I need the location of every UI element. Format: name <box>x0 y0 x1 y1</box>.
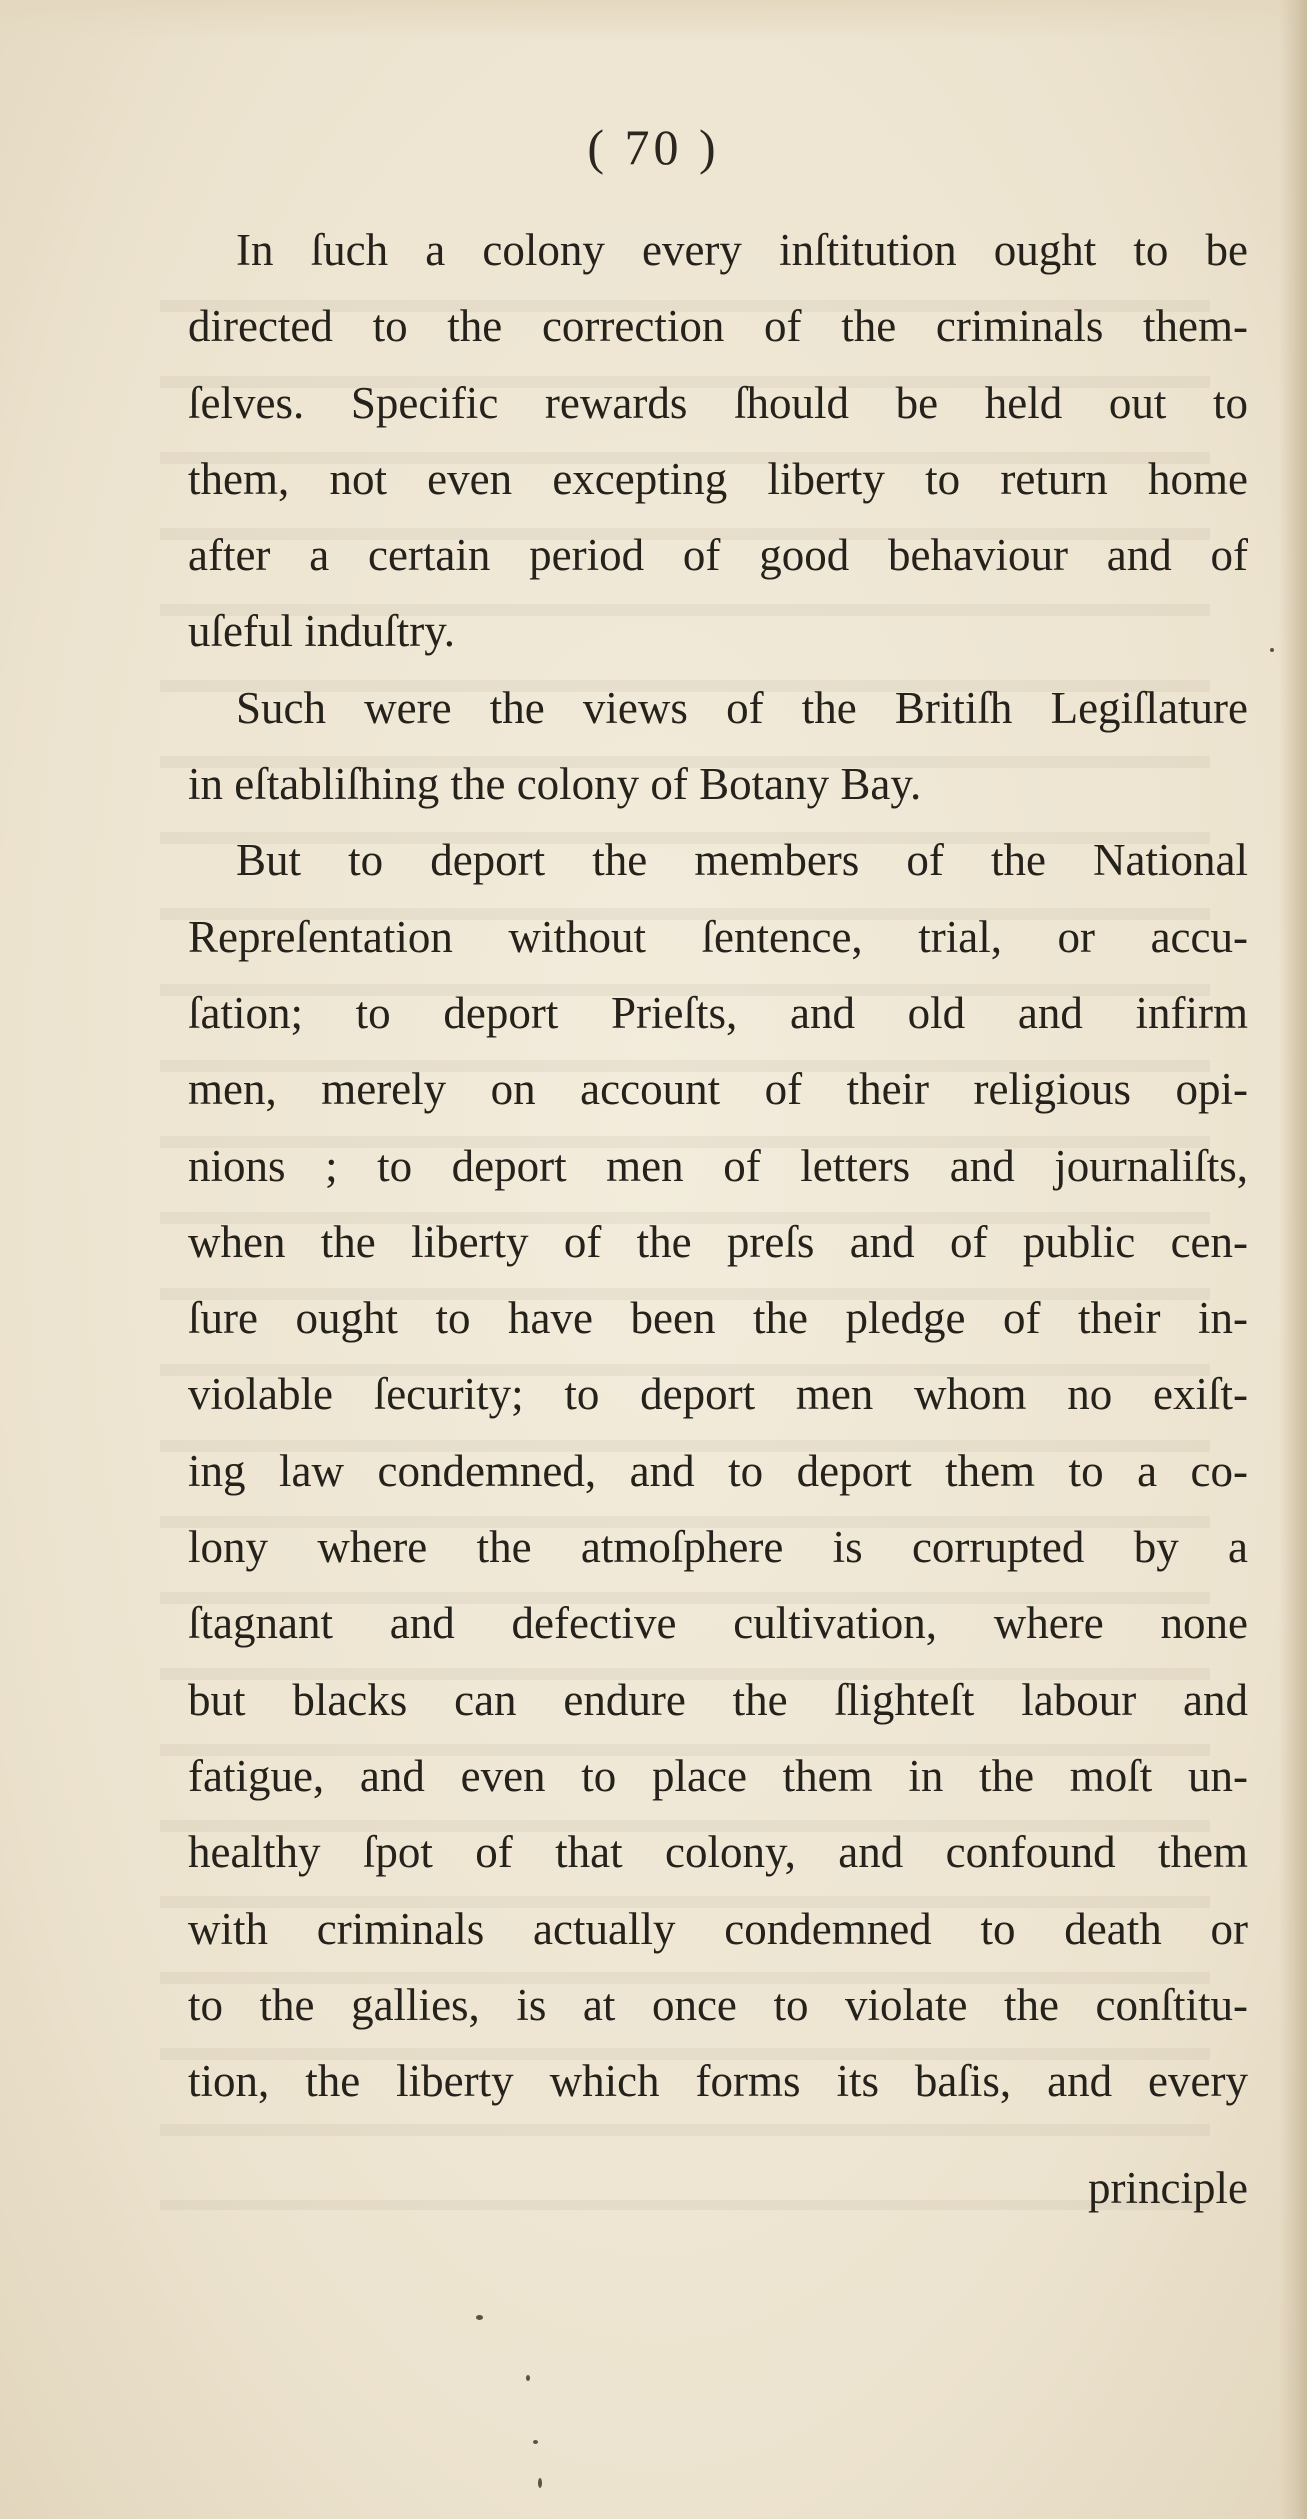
ink-speck <box>526 2375 530 2381</box>
text-line: violable ſecurity; to deport men whom no exiſt- <box>188 1369 1248 1420</box>
ink-speck <box>533 2440 538 2444</box>
text-line: ſation; to deport Prieſts, and old and infirm <box>188 987 1248 1038</box>
text-line: nions ; to deport men of letters and journaliſts, <box>188 1140 1248 1191</box>
text-line: after a certain period of good behaviour and of <box>188 530 1248 581</box>
ink-speck <box>476 2315 483 2320</box>
text-line: ſure ought to have been the pledge of their in- <box>188 1293 1248 1344</box>
page-right-edge <box>1279 0 1307 2519</box>
text-line: ing law condemned, and to deport them to a co- <box>188 1445 1248 1496</box>
text-line: healthy ſpot of that colony, and confound them <box>188 1827 1248 1878</box>
text-line: lony where the atmoſphere is corrupted by a <box>188 1522 1248 1573</box>
text-line: Repreſentation without ſentence, trial, or accu- <box>188 911 1248 962</box>
text-line: to the gallies, is at once to violate the conſtitu- <box>188 1979 1248 2030</box>
text-line: directed to the correction of the criminals them- <box>188 301 1248 352</box>
text-line: But to deport the members of the National <box>236 835 1248 886</box>
text-line: ſtagnant and defective cultivation, where none <box>188 1598 1248 1649</box>
text-line: fatigue, and even to place them in the moſt un- <box>188 1750 1248 1801</box>
text-line: with criminals actually condemned to death or <box>188 1903 1248 1954</box>
ink-speck <box>1270 648 1274 652</box>
text-line: In ſuch a colony every inſtitution ought to be <box>236 225 1248 275</box>
text-line: in eſtabliſhing the colony of Botany Bay. <box>188 759 922 810</box>
text-line: tion, the liberty which forms its baſis, and every <box>188 2056 1248 2107</box>
text-line: men, merely on account of their religious opi- <box>188 1064 1248 1115</box>
text-line: ſelves. Specific rewards ſhould be held out to <box>188 377 1248 428</box>
text-line: uſeful induſtry. <box>188 606 456 657</box>
page-number: ( 70 ) <box>587 119 720 175</box>
body-text <box>188 212 1248 2119</box>
text-line: Such were the views of the Britiſh Legiſlature <box>236 682 1248 733</box>
text-line: them, not even excepting liberty to return home <box>188 453 1248 504</box>
text-line: but blacks can endure the ſlighteſt labour and <box>188 1674 1248 1725</box>
ink-speck <box>538 2478 542 2488</box>
text-line: when the liberty of the preſs and of public cen- <box>188 1216 1248 1267</box>
page-top-shadow <box>0 0 1307 40</box>
catchword: principle <box>1088 2163 1248 2213</box>
